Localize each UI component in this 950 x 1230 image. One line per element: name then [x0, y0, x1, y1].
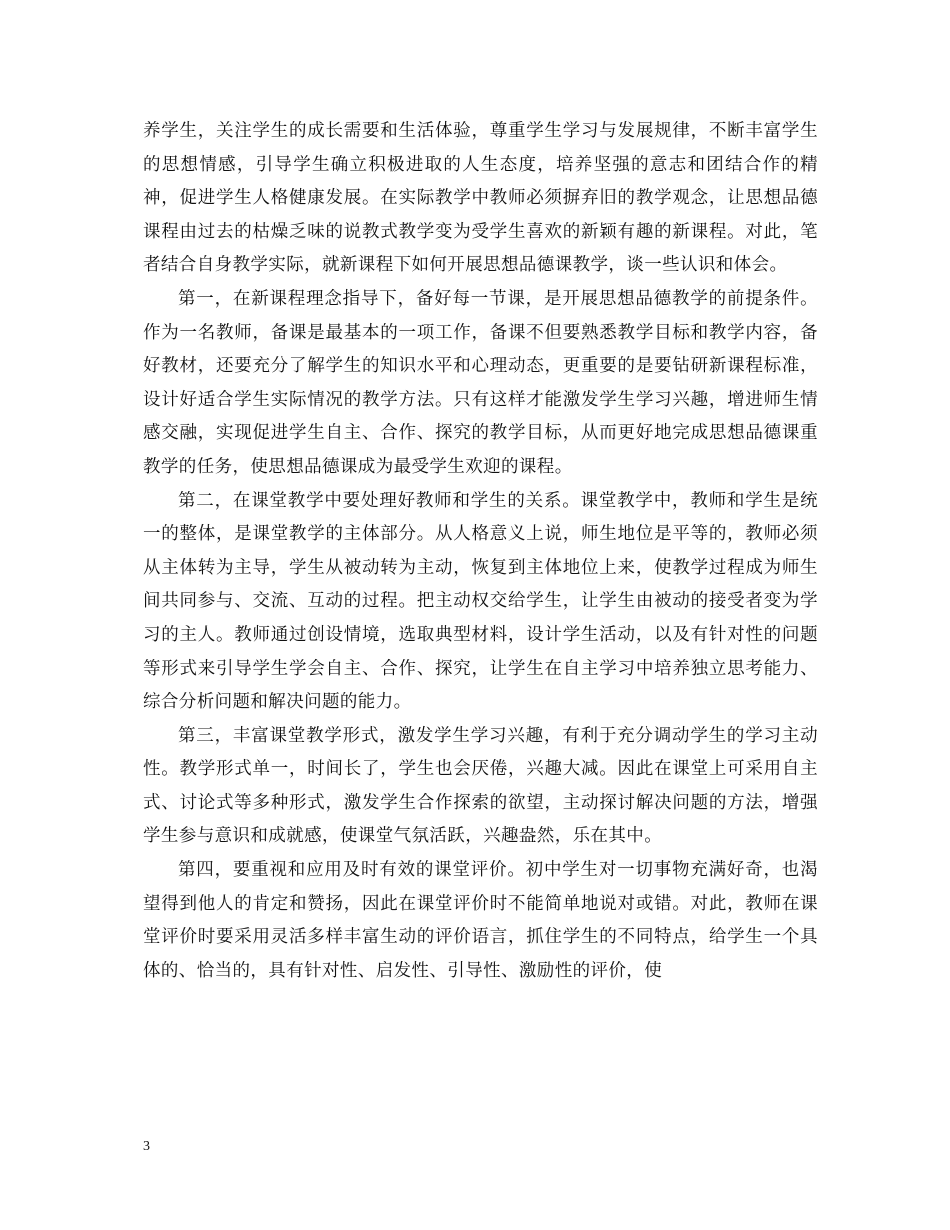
paragraph-4: 第三，丰富课堂教学形式，激发学生学习兴趣，有利于充分调动学生的学习主动性。教学形式单一，时间长了，学生也会厌倦，兴趣大减。因此在课堂上可采用自主式、讨论式等多种形式，激发学生合作探索的欲望，主动探讨解决问题的方法，增强学生参与意识和成就感，使课堂气氛活跃，兴趣盎然，乐在其中。 [143, 725, 818, 847]
paragraph-1: 养学生，关注学生的成长需要和生活体验，尊重学生学习与发展规律，不断丰富学生的思想情感，引导学生确立积极进取的人生态度，培养坚强的意志和团结合作的精神，促进学生人格健康发展。在实际教学中教师必须摒弃旧的教学观念，让思想品德课程由过去的枯燥乏味的说教式教学变为受学生喜欢的新颖有趣的新课程。对此，笔者结合自身教学实际，就新课程下如何开展思想品德课教学，谈一些认识和体会。 [143, 121, 818, 276]
paragraph-5: 第四，要重视和应用及时有效的课堂评价。初中学生对一切事物充满好奇，也渴望得到他人的肯定和赞扬，因此在课堂评价时不能简单地说对或错。对此，教师在课堂评价时要采用灵活多样丰富生动的评价语言，抓住学生的不同特点，给学生一个具体的、恰当的，具有针对性、启发性、引导性、激励性的评价，使 [143, 860, 818, 981]
paragraph-2: 第一，在新课程理念指导下，备好每一节课，是开展思想品德教学的前提条件。作为一名教师，备课是最基本的一项工作，备课不但要熟悉教学目标和教学内容，备好教材，还要充分了解学生的知识水平和心理动态，更重要的是要钻研新课程标准，设计好适合学生实际情况的教学方法。只有这样才能激发学生学习兴趣，增进师生情感交融，实现促进学生自主、合作、探究的教学目标，从而更好地完成思想品德课重教学的任务，使思想品德课成为最受学生欢迎的课程。 [143, 288, 818, 477]
document-body [143, 115, 818, 988]
page-number: 3 [143, 1139, 150, 1154]
paragraph-3: 第二，在课堂教学中要处理好教师和学生的关系。课堂教学中，教师和学生是统一的整体，是课堂教学的主体部分。从人格意义上说，师生地位是平等的，教师必须从主体转为主导，学生从被动转为主动，恢复到主体地位上来，使教学过程成为师生间共同参与、交流、互动的过程。把主动权交给学生，让学生由被动的接受者变为学习的主人。教师通过创设情境，选取典型材料，设计学生活动，以及有针对性的问题等形式来引导学生学会自主、合作、探究，让学生在自主学习中培养独立思考能力、综合分析问题和解决问题的能力。 [143, 490, 818, 713]
